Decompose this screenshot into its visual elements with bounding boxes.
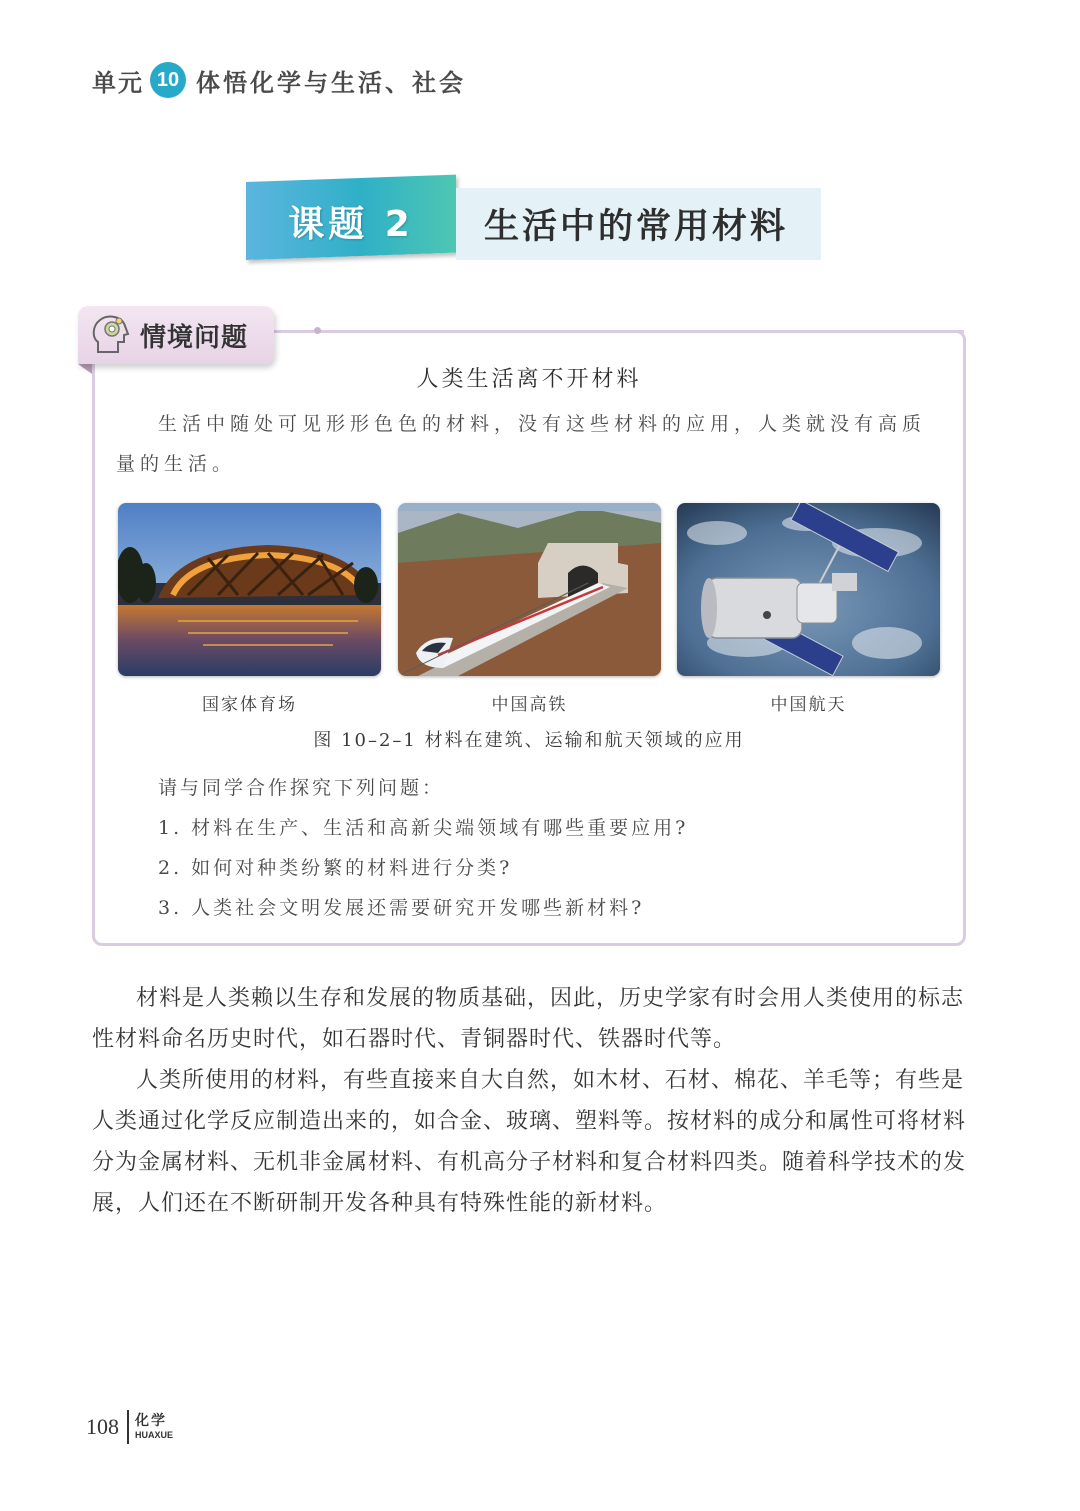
question-item: 3. 人类社会文明发展还需要研究开发哪些新材料? xyxy=(158,897,645,919)
photo-caption-train: 中国高铁 xyxy=(491,695,568,715)
footer-divider xyxy=(127,1410,129,1444)
subject-pinyin: HUAXUE xyxy=(135,1430,174,1440)
unit-label: 单元 xyxy=(92,68,144,97)
scenario-heading: 人类生活离不开材料 xyxy=(416,367,642,392)
photo-caption-space: 中国航天 xyxy=(770,695,847,715)
question-list xyxy=(158,772,938,932)
scenario-tag-label: 情境问题 xyxy=(140,322,249,353)
question-prompt: 请与同学合作探究下列问题： xyxy=(158,777,445,799)
scenario-divider-dot xyxy=(314,327,321,334)
body-text xyxy=(92,978,968,1224)
lesson-tag: 课题 2 xyxy=(288,203,414,245)
subject-name: 化学 xyxy=(135,1413,167,1429)
unit-header xyxy=(92,60,466,100)
high-speed-train-photo xyxy=(398,503,661,676)
scenario-tag-fold xyxy=(78,364,92,374)
page-number: 108 xyxy=(86,1414,119,1439)
scenario-paragraph: 生活中随处可见形形色色的材料，没有这些材料的应用，人类就没有高质量的生活。 xyxy=(116,413,927,475)
scenario-divider xyxy=(274,330,964,333)
unit-number-badge: 10 xyxy=(150,62,186,98)
body-paragraph: 人类所使用的材料，有些直接来自大自然，如木材、石材、棉花、羊毛等；有些是人类通过化学反应制造出来的，如合金、玻璃、塑料等。按材料的成分和属性可将材料分为金属材料、无机非金属材料、有机高分子材料和复合材料四类。随着科学技术的发展，人们还在不断研制开发各种具有特殊性能的新材料。 xyxy=(92,1068,967,1216)
stadium-photo xyxy=(118,503,381,676)
page-footer xyxy=(86,1408,173,1446)
lesson-banner xyxy=(246,182,821,260)
space-station-photo xyxy=(677,503,940,676)
unit-title: 体悟化学与生活、社会 xyxy=(196,68,466,97)
question-item: 2. 如何对种类纷繁的材料进行分类? xyxy=(158,857,513,879)
photo-caption-stadium: 国家体育场 xyxy=(202,695,297,715)
body-paragraph: 材料是人类赖以生存和发展的物质基础，因此，历史学家有时会用人类使用的标志性材料命名历史时代，如石器时代、青铜器时代、铁器时代等。 xyxy=(92,986,965,1052)
lesson-title: 生活中的常用材料 xyxy=(456,188,821,260)
figure-caption: 图 10–2–1 材料在建筑、运输和航天领域的应用 xyxy=(313,730,745,751)
question-item: 1. 材料在生产、生活和高新尖端领域有哪些重要应用? xyxy=(158,817,689,839)
scenario-tag xyxy=(78,306,274,364)
head-gear-icon xyxy=(88,312,134,358)
subject-mark xyxy=(135,1414,173,1440)
